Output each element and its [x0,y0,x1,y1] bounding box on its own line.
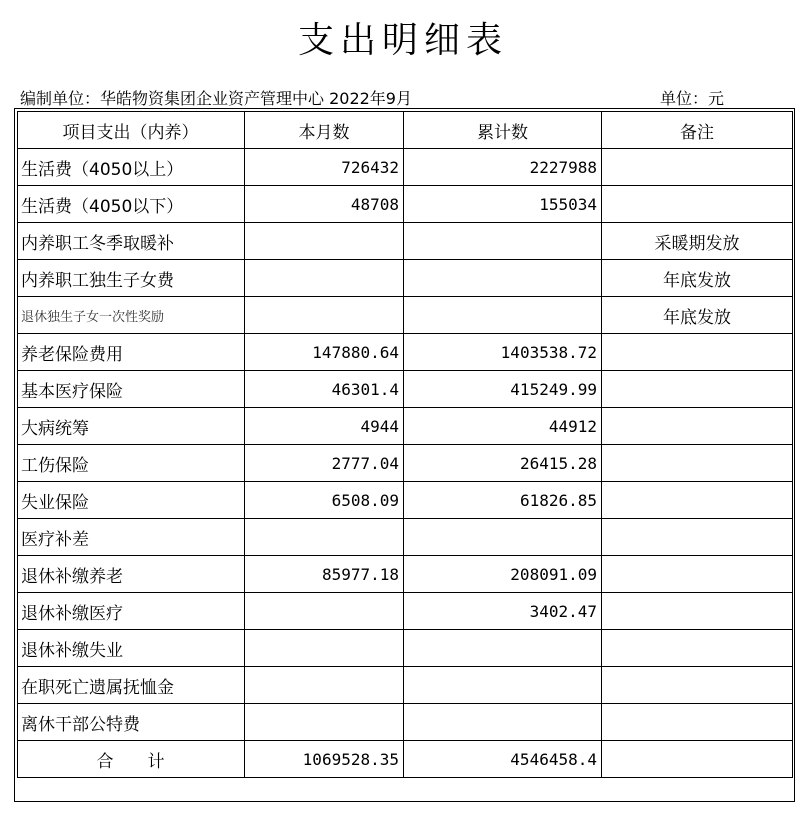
table-row [18,186,793,223]
row-item: 内养职工冬季取暖补 [18,223,245,260]
row-note [602,371,793,408]
row-month [245,704,404,741]
row-item: 生活费（4050以上） [18,149,245,186]
row-month: 46301.4 [245,371,404,408]
row-note [602,519,793,556]
row-item: 退休补缴养老 [18,556,245,593]
row-item: 在职死亡遗属抚恤金 [18,667,245,704]
row-item: 内养职工独生子女费 [18,260,245,297]
table-row [18,408,793,445]
table-total-row [18,741,793,778]
table-row [18,445,793,482]
row-cumulative: 61826.85 [404,482,602,519]
row-cumulative: 4546458.4 [404,741,602,778]
row-item: 大病统筹 [18,408,245,445]
table-row [18,334,793,371]
row-item: 生活费（4050以下） [18,186,245,223]
table-row [18,704,793,741]
header-note: 备注 [602,112,793,149]
row-cumulative [404,223,602,260]
row-cumulative: 155034 [404,186,602,223]
row-note [602,556,793,593]
row-cumulative [404,704,602,741]
row-note [602,667,793,704]
prepared-by-unit: 编制单位：华皓物资集团企业资产管理中心 2022年9月 [20,89,412,108]
table-row [18,482,793,519]
table-row [18,593,793,630]
row-item: 退休独生子女一次性奖励 [18,297,245,334]
row-month: 147880.64 [245,334,404,371]
header-item: 项目支出（内养） [18,112,245,149]
table-row [18,260,793,297]
row-item: 工伤保险 [18,445,245,482]
row-note [602,408,793,445]
row-item: 离休干部公特费 [18,704,245,741]
row-note [602,741,793,778]
row-item: 退休补缴医疗 [18,593,245,630]
row-month: 6508.09 [245,482,404,519]
row-cumulative: 44912 [404,408,602,445]
row-note [602,334,793,371]
table-row [18,556,793,593]
row-month [245,297,404,334]
row-note: 采暖期发放 [602,223,793,260]
page-title: 支出明细表 [297,20,508,61]
row-note [602,445,793,482]
row-item: 退休补缴失业 [18,630,245,667]
row-month [245,260,404,297]
row-month: 1069528.35 [245,741,404,778]
row-cumulative: 2227988 [404,149,602,186]
row-note: 年底发放 [602,297,793,334]
table-row [18,667,793,704]
row-cumulative: 415249.99 [404,371,602,408]
table-row [18,371,793,408]
table-header-row [18,112,793,149]
row-item: 医疗补差 [18,519,245,556]
row-note [602,704,793,741]
row-note [602,630,793,667]
row-month: 726432 [245,149,404,186]
table-row [18,519,793,556]
table-row [18,223,793,260]
row-item: 合 计 [18,741,245,778]
row-month [245,630,404,667]
row-note [602,482,793,519]
table-row [18,630,793,667]
row-month: 48708 [245,186,404,223]
row-cumulative [404,630,602,667]
row-month: 4944 [245,408,404,445]
row-note [602,593,793,630]
row-item: 基本医疗保险 [18,371,245,408]
row-cumulative: 26415.28 [404,445,602,482]
row-cumulative [404,519,602,556]
row-month [245,519,404,556]
row-item: 养老保险费用 [18,334,245,371]
row-cumulative: 1403538.72 [404,334,602,371]
row-note: 年底发放 [602,260,793,297]
row-cumulative [404,667,602,704]
row-month: 85977.18 [245,556,404,593]
row-note [602,186,793,223]
header-month: 本月数 [245,112,404,149]
row-item: 失业保险 [18,482,245,519]
table-row [18,297,793,334]
row-month [245,223,404,260]
row-cumulative [404,297,602,334]
row-month: 2777.04 [245,445,404,482]
row-month [245,593,404,630]
currency-unit: 单位：元 [660,89,725,108]
row-cumulative [404,260,602,297]
row-note [602,149,793,186]
expense-table [17,111,793,778]
row-cumulative: 3402.47 [404,593,602,630]
row-month [245,667,404,704]
header-cumulative: 累计数 [404,112,602,149]
table-row [18,149,793,186]
row-cumulative: 208091.09 [404,556,602,593]
